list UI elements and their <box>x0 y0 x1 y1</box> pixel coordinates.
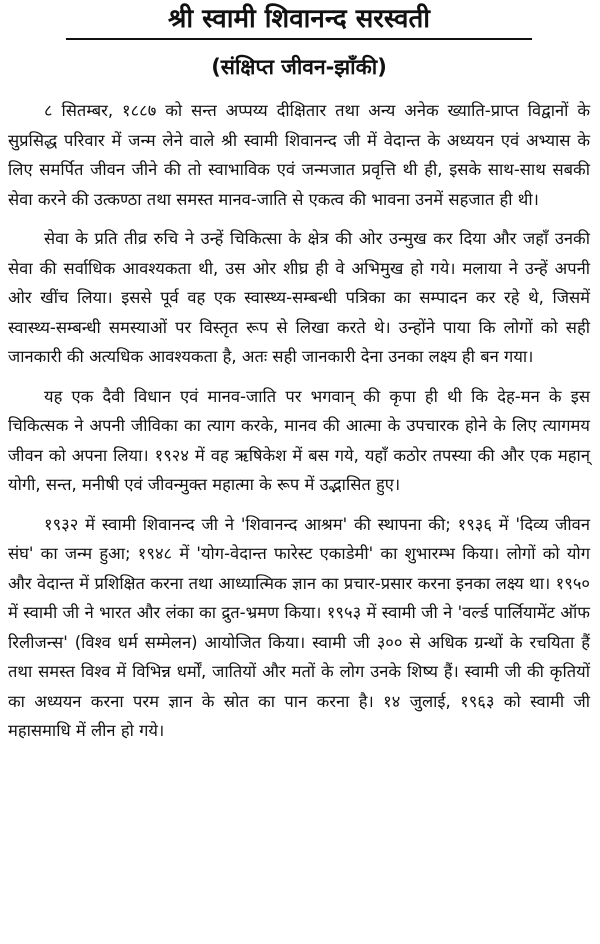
page-subtitle: (संक्षिप्त जीवन-झाँकी) <box>211 55 387 79</box>
title-underline <box>66 38 532 40</box>
paragraph-4: १९३२ में स्वामी शिवानन्द जी ने 'शिवानन्द आश्रम' की स्थापना की; १९३६ में 'दिव्य जीवन संघ' का जन्म हुआ; १९४८ में 'योग-वेदान्त फारेस्ट एकाडेमी' का शुभारम्भ किया। लोगों को योग और वेदान्त में प्रशिक्षित करना तथा आध्यात्मिक ज्ञान का प्रचार-प्रसार करना इनका लक्ष्य था। १९५० में स्वामी जी ने भारत और लंका का द्रुत-भ्रमण किया। १९५३ में स्वामी जी ने 'वर्ल्ड पार्लियामेंट ऑफ रिलीजन्स' (विश्व धर्म सम्मेलन) आयोजित किया। स्वामी जी ३०० से अधिक ग्रन्थों के रचयिता हैं तथा समस्त विश्व में विभिन्न धर्मों, जातियों और मतों के लोग उनके शिष्य हैं। स्वामी जी की कृतियों का अध्ययन करना परम ज्ञान के स्रोत का पान करना है। १४ जुलाई, १९६३ को स्वामी जी महासमाधि में लीन हो गये। <box>8 514 590 740</box>
paragraph-2: सेवा के प्रति तीव्र रुचि ने उन्हें चिकित्सा के क्षेत्र की ओर उन्मुख कर दिया और जहाँ उनकी सेवा की सर्वाधिक आवश्यकता थी, उस ओर शीघ्र ही वे अभिमुख हो गये। मलाया ने उन्हें अपनी ओर खींच लिया। इससे पूर्व वह एक स्वास्थ्य-सम्बन्धी पत्रिका का सम्पादन कर रहे थे, जिसमें स्वास्थ्य-सम्बन्धी समस्याओं पर विस्तृत रूप से लिखा करते थे। उन्होंने पाया कि लोगों को सही जानकारी की अत्यधिक आवश्यकता है, अतः सही जानकारी देना उनका लक्ष्य ही बन गया। <box>8 229 590 366</box>
paragraph-1: ८ सितम्बर, १८८७ को सन्त अप्पय्य दीक्षितार तथा अन्य अनेक ख्याति-प्राप्त विद्वानों के सुप्रसिद्ध परिवार में जन्म लेने वाले श्री स्वामी शिवानन्द जी में वेदान्त के अध्ययन एवं अभ्यास के लिए समर्पित जीवन जीने की तो स्वाभाविक एवं जन्मजात प्रवृत्ति थी ही, इसके साथ-साथ सबकी सेवा करने की उत्कण्ठा तथा समस्त मानव-जाति से एकत्व की भावना उनमें सहजात ही थी। <box>8 101 590 209</box>
page-title: श्री स्वामी शिवानन्द सरस्वती <box>167 4 431 34</box>
paragraph-3: यह एक दैवी विधान एवं मानव-जाति पर भगवान् की कृपा ही थी कि देह-मन के इस चिकित्सक ने अपनी जीविका का त्याग करके, मानव की आत्मा के उपचारक होने के लिए त्यागमय जीवन को अपना लिया। १९२४ में वह ऋषिकेश में बस गये, यहाँ कठोर तपस्या की और एक महान् योगी, सन्त, मनीषी एवं जीवन्मुक्त महात्मा के रूप में उद्भासित हुए। <box>8 386 590 494</box>
